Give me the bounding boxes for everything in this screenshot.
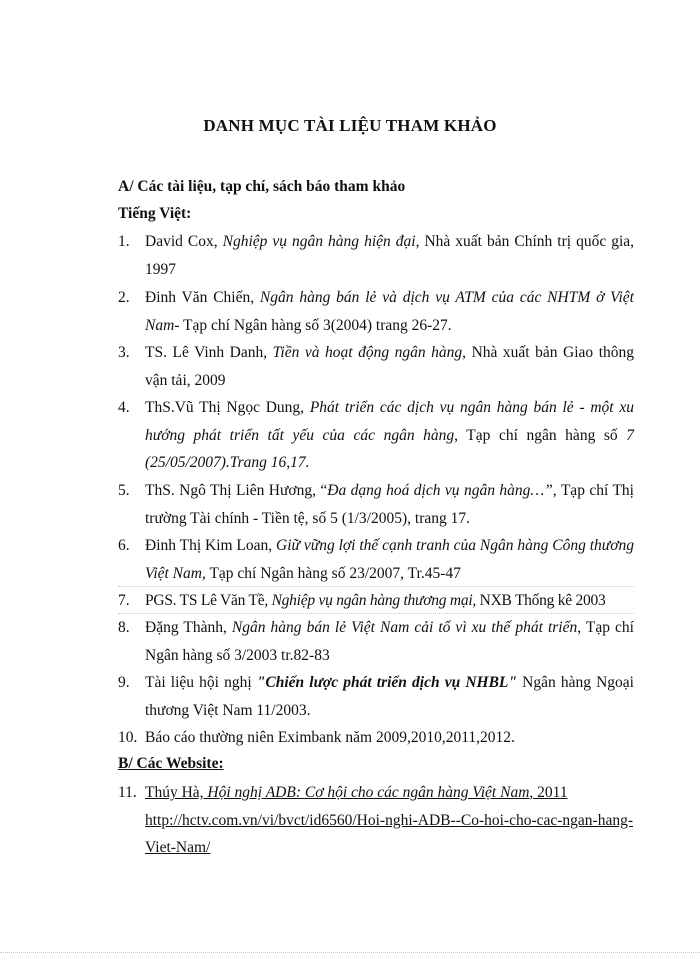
reference-item <box>118 394 634 477</box>
reference-text: ThS. Ngô Thị Liên Hương, “Đa dạng hoá dịch vụ ngân hàng…”, Tạp chí Thị trường Tài chính - Tiền tệ, số 5 (1/3/2005), trang 17. <box>145 482 634 527</box>
reference-text: Đặng Thành, Ngân hàng bán lẻ Việt Nam cải tổ vì xu thế phát triển, Tạp chí Ngân hàng số 3/2003 tr.82-83 <box>145 619 634 664</box>
reference-number: 2. <box>118 289 130 306</box>
section-a-heading: A/ Các tài liệu, tạp chí, sách báo tham khảo <box>118 178 406 195</box>
reference-item <box>118 779 634 862</box>
page-bottom-divider <box>0 952 700 953</box>
reference-number: 10. <box>118 729 138 746</box>
reference-text: Đinh Văn Chiến, Ngân hàng bán lẻ và dịch vụ ATM của các NHTM ở Việt Nam- Tạp chí Ngân hàng số 3(2004) trang 26-27. <box>145 289 634 334</box>
reference-text: Đinh Thị Kim Loan, Giữ vững lợi thế cạnh tranh của Ngân hàng Công thương Việt Nam, Tạp chí Ngân hàng số 23/2007, Tr.45-47 <box>145 537 634 582</box>
reference-item <box>118 532 634 587</box>
reference-number: 4. <box>118 399 130 416</box>
reference-item <box>118 477 634 532</box>
reference-number: 3. <box>118 344 130 361</box>
page-title: DANH MỤC TÀI LIỆU THAM KHẢO <box>203 116 497 135</box>
reference-number: 9. <box>118 674 130 691</box>
reference-item <box>118 724 634 752</box>
reference-text: Thúy Hà, Hội nghị ADB: Cơ hội cho các ngân hàng Việt Nam, 2011 http://hctv.com.vn/vi/bvct/id6560/Hoi-nghi-ADB--Co-hoi-cho-cac-ngan-hang-Viet-Nam/ <box>145 784 633 856</box>
reference-text: Tài liệu hội nghị "Chiến lược phát triển dịch vụ NHBL" Ngân hàng Ngoại thương Việt Nam 11/2003. <box>145 674 634 719</box>
reference-item <box>118 669 634 724</box>
reference-text: PGS. TS Lê Văn Tề, Nghiệp vụ ngân hàng thương mại, NXB Thống kê 2003 <box>145 592 606 609</box>
reference-text: ThS.Vũ Thị Ngọc Dung, Phát triển các dịch vụ ngân hàng bán lẻ - một xu hướng phát triển tất yếu của các ngân hàng, Tạp chí ngân hàng số 7 (25/05/2007).Trang 16,17. <box>145 399 634 471</box>
reference-item <box>118 587 634 615</box>
reference-text: TS. Lê Vinh Danh, Tiền và hoạt động ngân hàng, Nhà xuất bản Giao thông vận tải, 2009 <box>145 344 634 389</box>
reference-number: 6. <box>118 537 130 554</box>
reference-text: Báo cáo thường niên Eximbank năm 2009,2010,2011,2012. <box>145 729 515 746</box>
reference-number: 11. <box>118 784 137 801</box>
reference-item <box>118 614 634 669</box>
reference-url-link[interactable]: http://hctv.com.vn/vi/bvct/id6560/Hoi-nghi-ADB--Co-hoi-cho-cac-ngan-hang-Viet-Nam/ <box>145 811 633 856</box>
reference-item <box>118 339 634 394</box>
subsection-heading: Tiếng Việt: <box>118 205 192 222</box>
reference-text: David Cox, Nghiệp vụ ngân hàng hiện đại, Nhà xuất bản Chính trị quốc gia, 1997 <box>145 233 635 278</box>
reference-item <box>118 228 634 283</box>
reference-number: 7. <box>118 592 130 609</box>
reference-number: 1. <box>118 233 130 250</box>
reference-number: 5. <box>118 482 130 499</box>
section-b-heading: B/ Các Website: <box>118 755 224 772</box>
reference-number: 8. <box>118 619 130 636</box>
reference-item <box>118 284 634 339</box>
